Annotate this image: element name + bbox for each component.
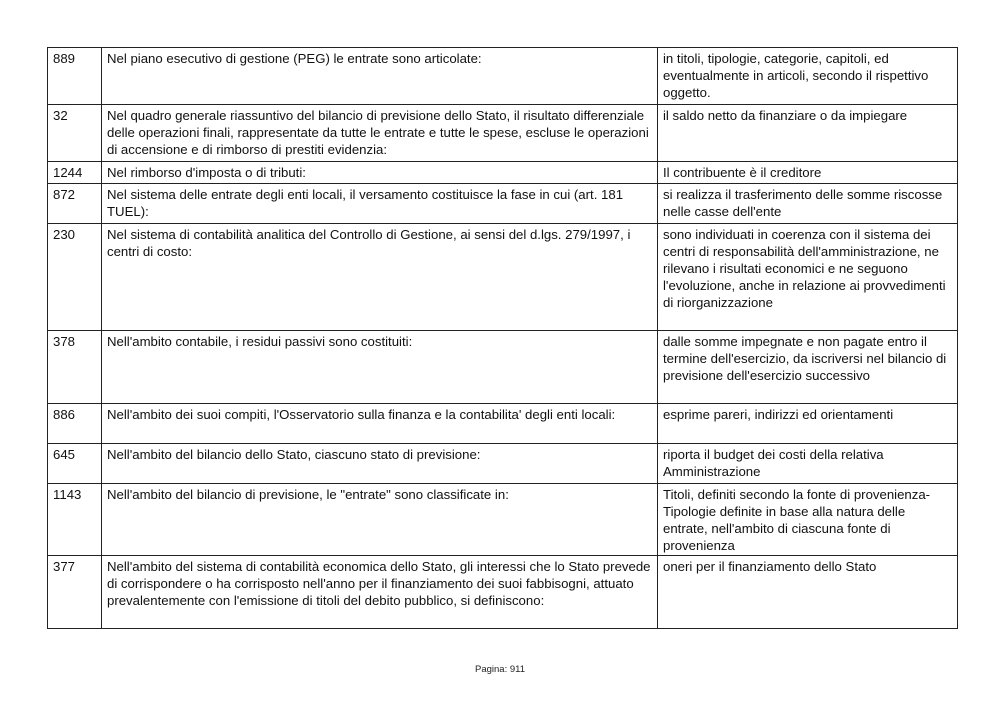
table-row: [48, 404, 958, 444]
question-text-cell: Nel piano esecutivo di gestione (PEG) le entrate sono articolate:: [102, 48, 658, 105]
answer-text-cell: sono individuati in coerenza con il sistema dei centri di responsabilità dell'amministrazione, ne rilevano i risultati economici e ne seguono l'evoluzione, anche in relazione ai provvedimenti di riorganizzazione: [658, 224, 958, 331]
question-id-cell: 872: [48, 184, 102, 224]
questions-table: [47, 47, 958, 629]
table-row: [48, 162, 958, 184]
question-id-cell: 1244: [48, 162, 102, 184]
question-text-cell: Nell'ambito del bilancio dello Stato, ciascuno stato di previsione:: [102, 444, 658, 484]
table-row: [48, 556, 958, 629]
question-text-cell: Nell'ambito del sistema di contabilità economica dello Stato, gli interessi che lo Stato prevede di corrispondere o ha corrisposto nell'anno per il finanziamento dei suoi fabbisogni, attuato prevalentemente con l'emissione di titoli del debito pubblico, si definiscono:: [102, 556, 658, 629]
question-text-cell: Nel sistema delle entrate degli enti locali, il versamento costituisce la fase in cui (art. 181 TUEL):: [102, 184, 658, 224]
table-row: [48, 105, 958, 162]
question-text-cell: Nel quadro generale riassuntivo del bilancio di previsione dello Stato, il risultato differenziale delle operazioni finali, rappresentate da tutte le entrate e tutte le spese, escluse le operazioni di accensione e di rimborso di prestiti evidenzia:: [102, 105, 658, 162]
question-text-cell: Nel rimborso d'imposta o di tributi:: [102, 162, 658, 184]
answer-text-cell: in titoli, tipologie, categorie, capitoli, ed eventualmente in articoli, secondo il rispettivo oggetto.: [658, 48, 958, 105]
question-id-cell: 32: [48, 105, 102, 162]
table-row: [48, 484, 958, 556]
table-row: [48, 48, 958, 105]
table-row: [48, 224, 958, 331]
table-row: [48, 444, 958, 484]
question-text-cell: Nell'ambito contabile, i residui passivi sono costituiti:: [102, 331, 658, 404]
question-text-cell: Nell'ambito del bilancio di previsione, le "entrate" sono classificate in:: [102, 484, 658, 556]
answer-text-cell: esprime pareri, indirizzi ed orientamenti: [658, 404, 958, 444]
answer-text-cell: riporta il budget dei costi della relativa Amministrazione: [658, 444, 958, 484]
answer-text-cell: Il contribuente è il creditore: [658, 162, 958, 184]
table-row: [48, 184, 958, 224]
question-id-cell: 889: [48, 48, 102, 105]
questions-table-body: [48, 48, 958, 629]
page-number: Pagina: 911: [474, 664, 525, 675]
question-text-cell: Nel sistema di contabilità analitica del Controllo di Gestione, ai sensi del d.lgs. 279/1997, i centri di costo:: [102, 224, 658, 331]
answer-text-cell: il saldo netto da finanziare o da impiegare: [658, 105, 958, 162]
answer-text-cell: si realizza il trasferimento delle somme riscosse nelle casse dell'ente: [658, 184, 958, 224]
answer-text-cell: Titoli, definiti secondo la fonte di provenienza- Tipologie definite in base alla natura delle entrate, nell'ambito di ciascuna fonte di provenienza: [658, 484, 958, 556]
answer-text-cell: dalle somme impegnate e non pagate entro il termine dell'esercizio, da iscriversi nel bilancio di previsione dell'esercizio successivo: [658, 331, 958, 404]
question-id-cell: 377: [48, 556, 102, 629]
question-id-cell: 378: [48, 331, 102, 404]
question-id-cell: 230: [48, 224, 102, 331]
question-text-cell: Nell'ambito dei suoi compiti, l'Osservatorio sulla finanza e la contabilita' degli enti locali:: [102, 404, 658, 444]
answer-text-cell: oneri per il finanziamento dello Stato: [658, 556, 958, 629]
question-id-cell: 886: [48, 404, 102, 444]
question-id-cell: 1143: [48, 484, 102, 556]
question-id-cell: 645: [48, 444, 102, 484]
table-row: [48, 331, 958, 404]
